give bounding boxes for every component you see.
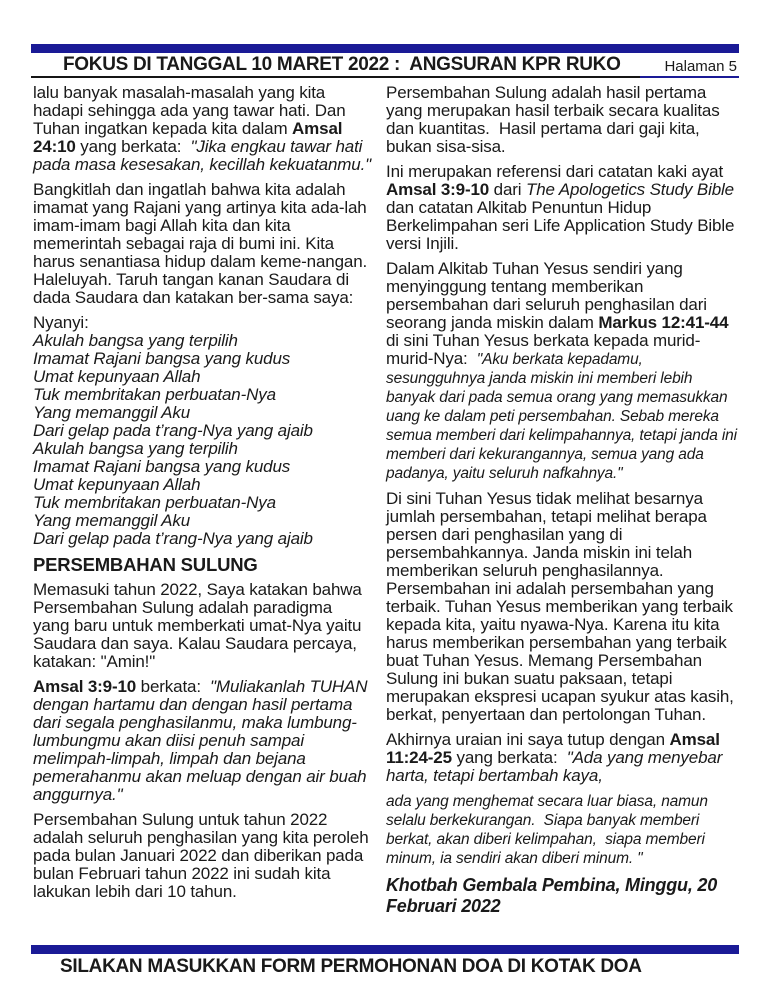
paragraph: ada yang menghemat secara luar biasa, namun selalu berkekurangan. Siapa banyak memberi berkat, akan diberi kelimpahan, siapa memberi minum, ia sendiri akan diberi minum. " (386, 793, 713, 867)
song-line: Tuk membritakan perbuatan-Nya (33, 493, 276, 512)
song-line: Yang memanggil Aku (33, 403, 190, 422)
song-line: Imamat Rajani bangsa yang kudus (33, 457, 291, 476)
paragraph: Akhirnya uraian ini saya tutup dengan Amsal 11:24-25 yang berkata: "Ada yang menyebar harta, tetapi bertambah kaya, (386, 730, 727, 785)
paragraph: Dalam Alkitab Tuhan Yesus sendiri yang menyinggung tentang memberikan persembahan dari seluruh penghasilan dari seorang janda miskin dalam Markus 12:41-44 di sini Tuhan Yesus berkata kepada murid-murid-Nya: "Aku berkata kepadamu, sesungguhnya janda miskin ini memberi lebih banyak dari pada semua orang yang memasukkan uang ke dalam peti persembahan. Sebab mereka semua memberi dari kelimpahannya, tetapi janda ini memberi dari kekurangannya, semua yang ada padanya, yaitu seluruh nafkahnya." (386, 259, 742, 482)
signature: Khotbah Gembala Pembina, Minggu, 20 Februari 2022 (386, 875, 722, 916)
header-divider (31, 76, 739, 78)
footer-top-bar (31, 945, 739, 954)
song-line: Dari gelap pada t’rang-Nya yang ajaib (33, 421, 313, 440)
left-column (33, 84, 372, 924)
page-number-label: Halaman 5 (664, 58, 737, 75)
right-column (386, 83, 742, 924)
paragraph: Amsal 3:9-10 berkata: "Muliakanlah TUHAN dengan hartamu dan dengan hasil pertama dari segala penghasilanmu, maka lumbung-lumbungmu akan diisi penuh sampai melimpah-limpah, limpah dan bejana pemerahanmu akan meluap dengan air buah anggurnya." (33, 677, 372, 804)
paragraph: lalu banyak masalah-masalah yang kita hadapi sehingga ada yang tawar hati. Dan Tuhan ingatkan kepada kita dalam Amsal 24:10 yang berkata: "Jika engkau tawar hati pada masa kesesakan, kecillah kekuatanmu." (33, 83, 372, 174)
song-line: Umat kepunyaan Allah (33, 367, 201, 386)
page-title: FOKUS DI TANGGAL 10 MARET 2022 : ANGSURAN KPR RUKO (63, 54, 621, 75)
song-line: Akulah bangsa yang terpilih (33, 331, 238, 350)
song-line: Dari gelap pada t’rang-Nya yang ajaib (33, 529, 313, 548)
song-block (33, 314, 372, 548)
song-line: Tuk membritakan perbuatan-Nya (33, 385, 276, 404)
footer-notice: SILAKAN MASUKKAN FORM PERMOHONAN DOA DI KOTAK DOA (60, 956, 642, 977)
song-line: Akulah bangsa yang terpilih (33, 439, 238, 458)
paragraph: Ini merupakan referensi dari catatan kaki ayat Amsal 3:9-10 dari The Apologetics Study Bible dan catatan Alkitab Penuntun Hidup Berkelimpahan seri Life Application Study Bible versi Injili. (386, 162, 739, 253)
paragraph: Bangkitlah dan ingatlah bahwa kita adalah imamat yang Rajani yang artinya kita ada-lah imam-imam bagi Allah kita dan kita memerintah sebagai raja di bumi ini. Kita harus senantiasa hidup dalam keme-nangan. Haleluyah. Taruh tangan kanan Saudara di dada Saudara dan katakan ber-sama saya: (33, 180, 372, 307)
song-line: Umat kepunyaan Allah (33, 475, 201, 494)
song-label: Nyanyi: (33, 313, 89, 332)
song-line: Yang memanggil Aku (33, 511, 190, 530)
page-header (31, 52, 739, 76)
paragraph: Persembahan Sulung untuk tahun 2022 adalah seluruh penghasilan yang kita peroleh pada bulan Januari 2022 dan diberikan pada bulan Februari tahun 2022 ini sudah kita lakukan lebih dari 10 tahun. (33, 810, 374, 901)
paragraph: Memasuki tahun 2022, Saya katakan bahwa Persembahan Sulung adalah paradigma yang baru untuk memberkati umat-Nya yaitu Saudara dan saya. Kalau Saudara percaya, katakan: "Amin!" (33, 580, 367, 671)
article-body (33, 83, 742, 924)
section-heading: PERSEMBAHAN SULUNG (33, 554, 258, 575)
song-line: Imamat Rajani bangsa yang kudus (33, 349, 291, 368)
paragraph: Di sini Tuhan Yesus tidak melihat besarnya jumlah persembahan, tetapi melihat berapa persen dari penghasilan yang di persembahkannya. Janda miskin ini telah memberikan seluruh penghasilannya. Persembahan ini adalah persembahan yang terbaik. Tuhan Yesus memberikan yang terbaik kepada kita, yaitu nyawa-Nya. Karena itu kita harus memberikan persembahan yang terbaik buat Tuhan Yesus. Memang Persembahan Sulung ini bukan suatu paksaan, tetapi merupakan ekspresi ucapan syukur atas kasih, berkat, penyertaan dan pertolongan Tuhan. (386, 489, 739, 724)
paragraph: Persembahan Sulung adalah hasil pertama yang merupakan hasil terbaik secara kualitas dan kuantitas. Hasil pertama dari gaji kita, bukan sisa-sisa. (386, 83, 725, 156)
